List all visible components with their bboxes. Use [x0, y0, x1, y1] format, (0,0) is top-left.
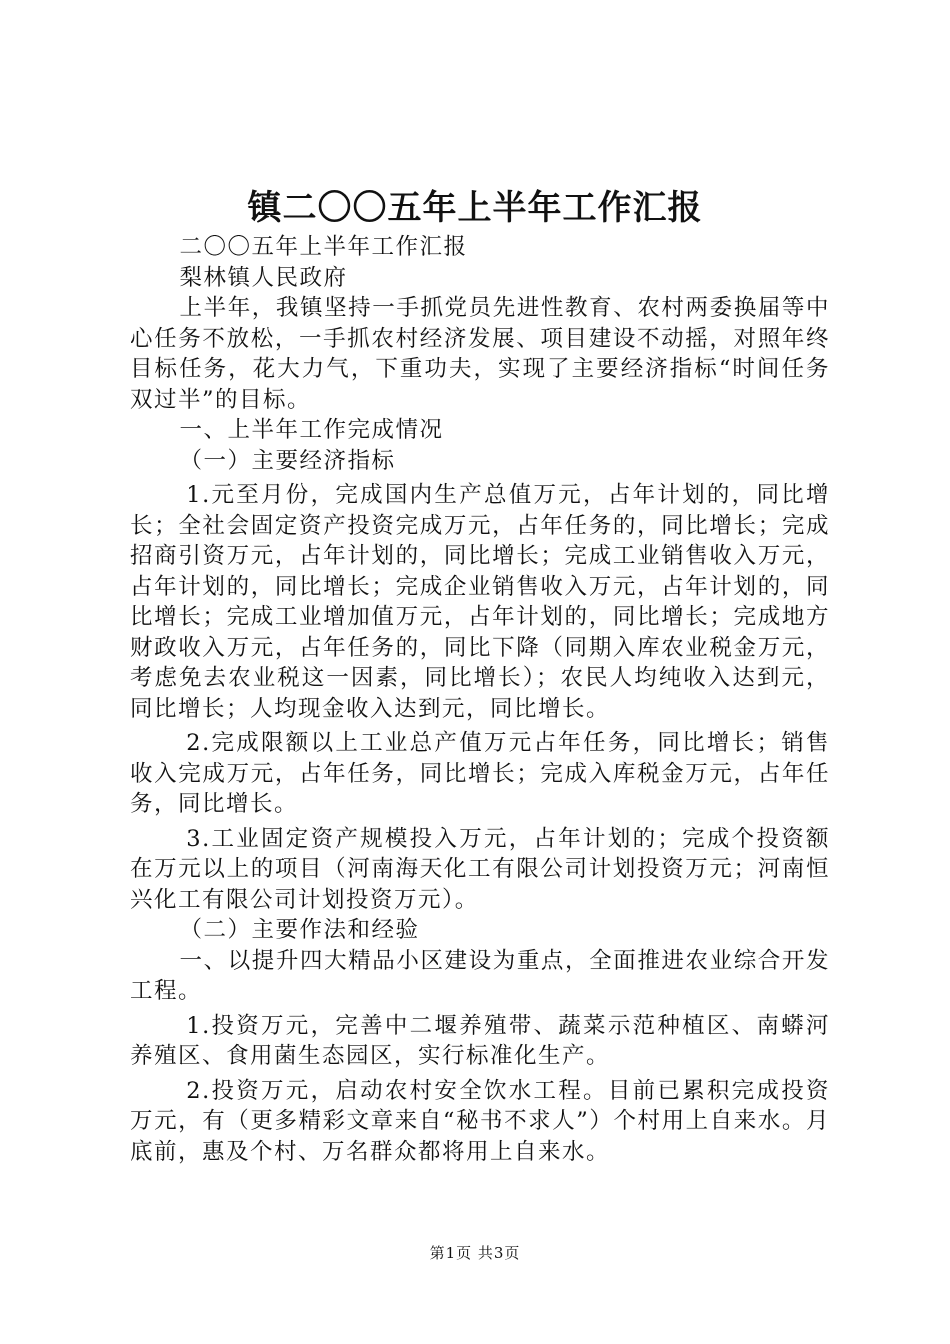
- document-body: [130, 232, 830, 1167]
- section-heading-1: 一、上半年工作完成情况: [179, 417, 444, 443]
- page-footer: 第1页 共3页: [429, 1244, 521, 1262]
- subsection-heading-1: （一）主要经济指标: [179, 447, 396, 474]
- paragraph-item-5: 2.投资万元，启动农村安全饮水工程。目前已累积完成投资万元，有（更多精彩文章来自“秘书不求人”）个村用上自来水。月底前，惠及个村、万名群众都将用上自来水。: [130, 1077, 830, 1165]
- paragraph-item-2: 2.完成限额以上工业总产值万元占年任务，同比增长；销售收入完成万元，占年任务，同比增长；完成入库税金万元，占年任务，同比增长。: [130, 730, 830, 817]
- paragraph-intro: 上半年，我镇坚持一手抓党员先进性教育、农村两委换届等中心任务不放松，一手抓农村经济发展、项目建设不动摇，对照年终目标任务，花大力气，下重功夫，实现了主要经济指标“时间任务双过半”的目标。: [130, 295, 830, 413]
- paragraph-point-1: 一、以提升四大精品小区建设为重点，全面推进农业综合开发工程。: [130, 947, 830, 1004]
- paragraph-author: 梨林镇人民政府: [179, 264, 348, 291]
- paragraph-item-3: 3.工业固定资产规模投入万元，占年计划的；完成个投资额在万元以上的项目（河南海天化工有限公司计划投资万元；河南恒兴化工有限公司计划投资万元）。: [130, 825, 830, 913]
- paragraph-subtitle: 二〇〇五年上半年工作汇报: [179, 234, 468, 260]
- document-title: 镇二〇〇五年上半年工作汇报: [247, 188, 703, 228]
- paragraph-item-4: 1.投资万元，完善中二堰养殖带、蔬菜示范种植区、南蟒河养殖区、食用菌生态园区，实行标准化生产。: [130, 1012, 830, 1069]
- paragraph-item-1: 1.元至月份，完成国内生产总值万元，占年计划的，同比增长；全社会固定资产投资完成万元，占年任务的，同比增长；完成招商引资万元，占年计划的，同比增长；完成工业销售收入万元，占年计划的，同比增长；完成企业销售收入万元，占年计划的，同比增长；完成工业增加值万元，占年计划的，同比增长；完成地方财政收入万元，占年任务的，同比下降（同期入库农业税金万元，考虑免去农业税这一因素，同比增长）；农民人均纯收入达到元，同比增长；人均现金收入达到元，同比增长。: [130, 482, 830, 722]
- subsection-heading-2: （二）主要作法和经验: [179, 917, 420, 943]
